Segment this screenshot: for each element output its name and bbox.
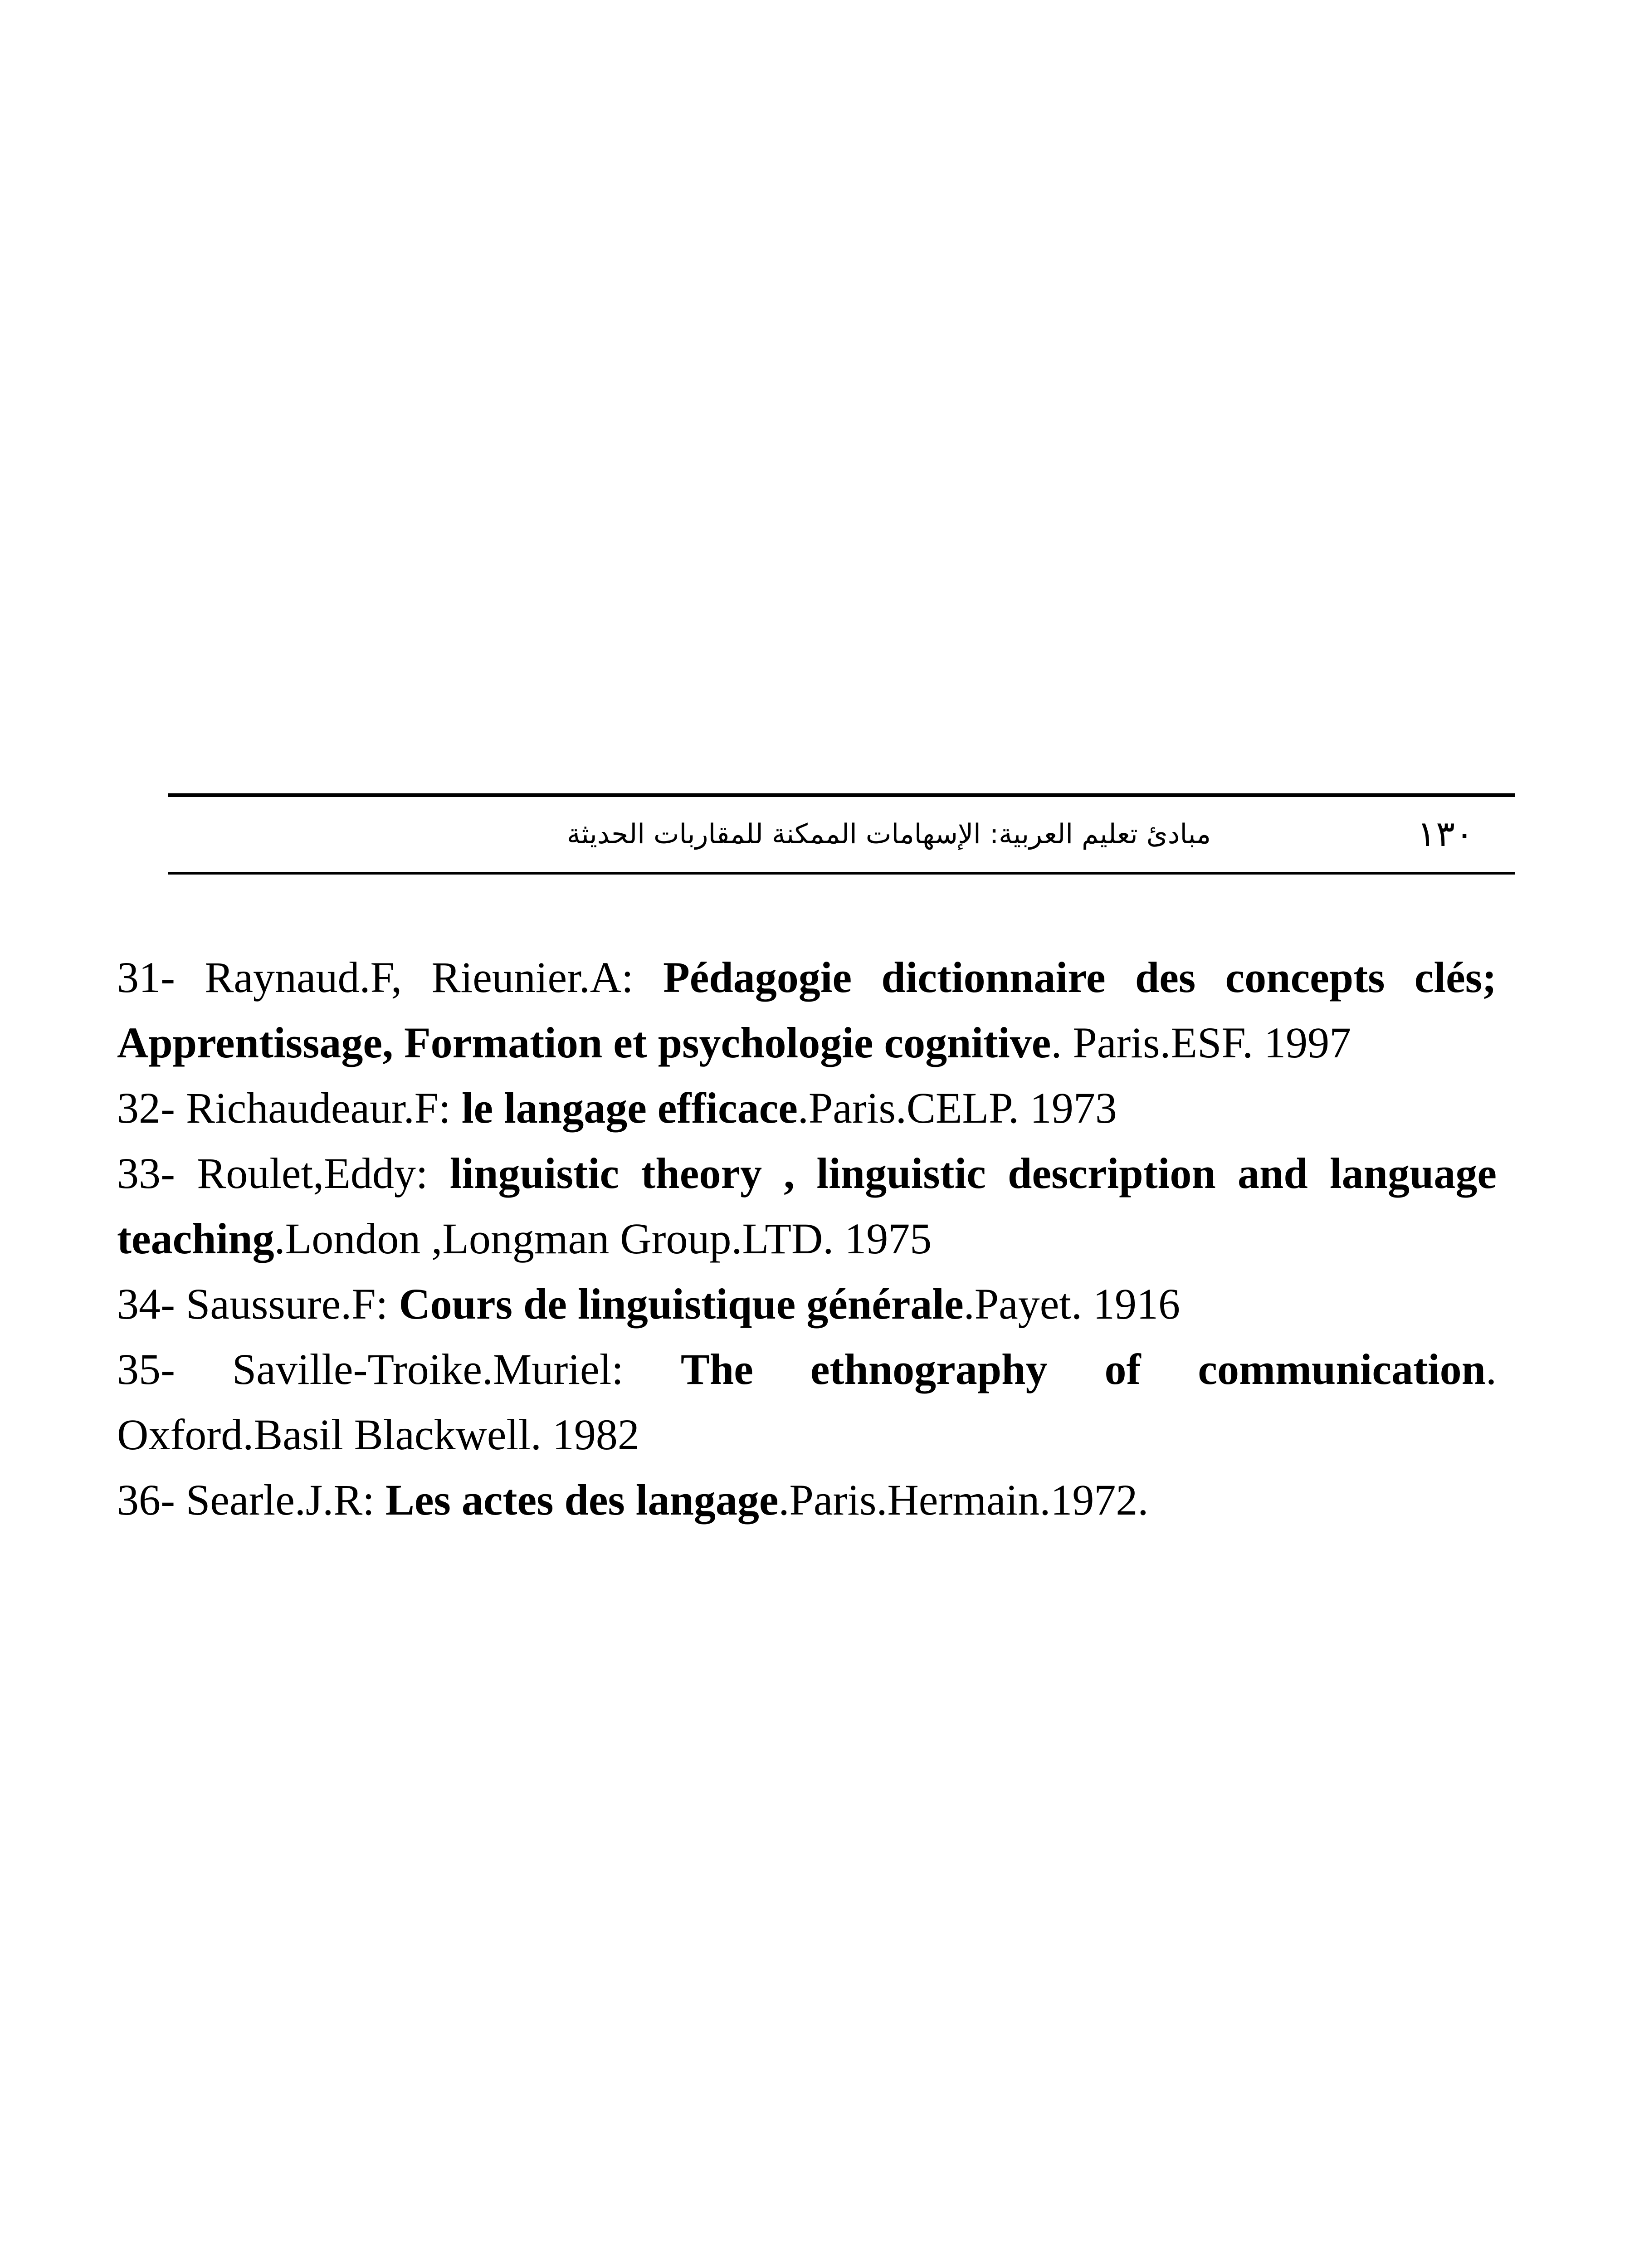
reference-number: 32- xyxy=(117,1084,175,1132)
reference-item xyxy=(117,1467,1497,1533)
reference-publication: . Paris.ESF. 1997 xyxy=(1051,1018,1351,1067)
reference-author: Roulet,Eddy: xyxy=(197,1149,428,1198)
reference-title: le langage efficace xyxy=(461,1084,798,1132)
reference-author: Raynaud.F, Rieunier.A: xyxy=(205,953,634,1002)
header-rule-top xyxy=(168,793,1515,797)
header-rule-bottom xyxy=(168,872,1515,875)
reference-title: Cours de linguistique générale xyxy=(399,1280,964,1328)
reference-title: Pédagogie dictionnaire des concepts clés; Apprentissage, Formation et psychologie cognitive xyxy=(117,953,1497,1067)
reference-number: 34- xyxy=(117,1280,175,1328)
reference-number: 36- xyxy=(117,1476,175,1524)
reference-publication: .Paris.CELP. 1973 xyxy=(797,1084,1117,1132)
reference-number: 35- xyxy=(117,1345,175,1393)
reference-list xyxy=(117,945,1497,1533)
reference-item xyxy=(117,1075,1497,1141)
reference-publication: .Paris.Hermain.1972. xyxy=(778,1476,1149,1524)
reference-title: Les actes des langage xyxy=(385,1476,779,1524)
reference-title: The ethnography of communication xyxy=(680,1345,1486,1393)
running-header xyxy=(168,804,1515,867)
reference-number: 33- xyxy=(117,1149,175,1198)
reference-item xyxy=(117,945,1497,1075)
reference-publication: .London ,Longman Group.LTD. 1975 xyxy=(274,1214,932,1263)
reference-publication: .Payet. 1916 xyxy=(963,1280,1180,1328)
reference-item xyxy=(117,1337,1497,1467)
reference-author: Searle.J.R: xyxy=(185,1476,375,1524)
reference-publication: . Oxford.Basil Blackwell. 1982 xyxy=(117,1345,1497,1459)
reference-author: Saville-Troike.Muriel: xyxy=(232,1345,624,1393)
reference-title: linguistic theory , linguistic description and language teaching xyxy=(117,1149,1497,1263)
reference-number: 31- xyxy=(117,953,175,1002)
reference-author: Richaudeaur.F: xyxy=(185,1084,451,1132)
reference-item xyxy=(117,1141,1497,1271)
running-header-title: مبادئ تعليم العربية: الإسهامات الممكنة للمقاربات الحديثة xyxy=(566,818,1211,850)
reference-item xyxy=(117,1271,1497,1337)
page-number: ١٣٠ xyxy=(1417,814,1474,855)
reference-author: Saussure.F: xyxy=(185,1280,388,1328)
